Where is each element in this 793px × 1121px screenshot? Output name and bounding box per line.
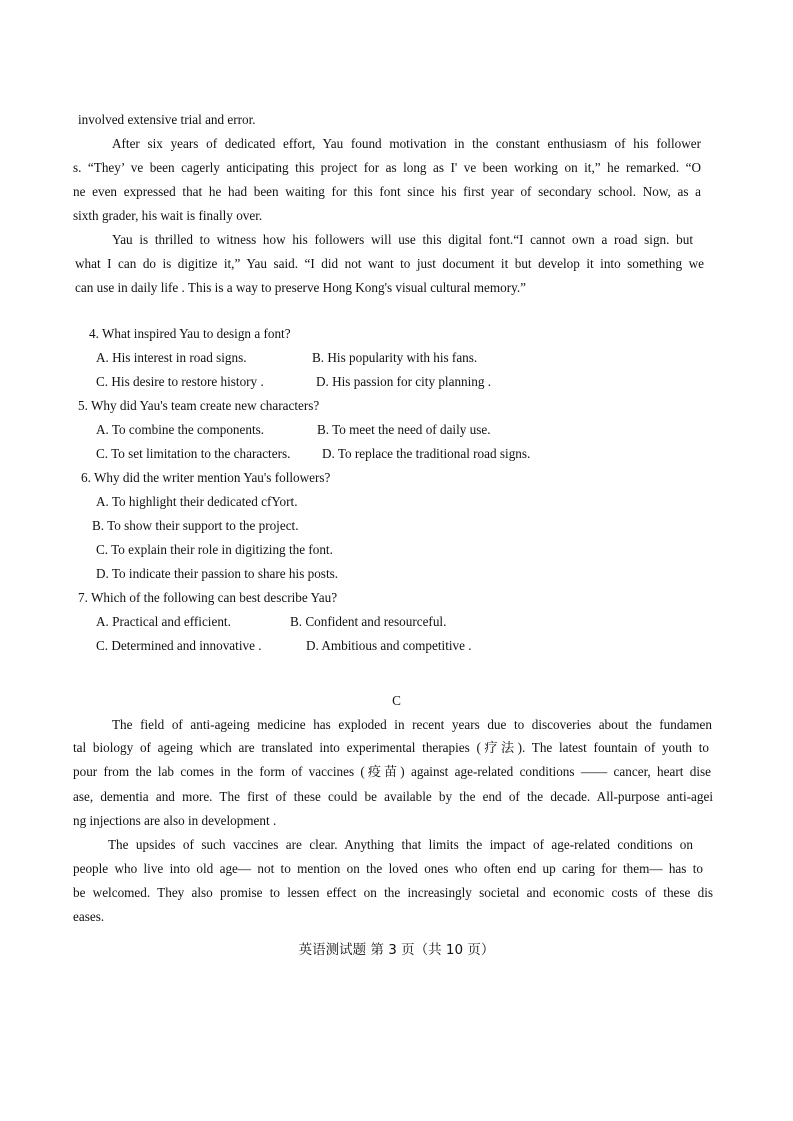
answer-option: A. His interest in road signs.	[96, 350, 247, 365]
passage-c-line: The field of anti-ageing medicine has exploded in recent years due to discoveries about the fundamen	[112, 717, 712, 732]
section-heading: C	[392, 693, 401, 708]
passage-c-line: tal biology of ageing which are translated into experimental therapies (疗法). The latest fountain of youth to	[73, 740, 709, 755]
answer-option: D. His passion for city planning .	[316, 374, 492, 389]
passage-c-line: ase, dementia and more. The first of these could be available by the end of the decade. All-purpose anti-agei	[73, 789, 713, 804]
answer-option: D. To replace the traditional road signs.	[322, 446, 531, 461]
passage-c-line: The upsides of such vaccines are clear. Anything that limits the impact of age-related conditions on	[108, 837, 693, 852]
answer-option: C. To set limitation to the characters.	[96, 446, 291, 461]
page-footer: 英语测试题 第 3 页（共 10 页）	[298, 942, 495, 958]
answer-option: C. To explain their role in digitizing the font.	[96, 542, 333, 557]
answer-option: A. Practical and efficient.	[96, 614, 231, 629]
passage-c-line: eases.	[73, 909, 105, 924]
question-stem: 6. Why did the writer mention Yau's followers?	[81, 470, 331, 485]
passage-c-line: be welcomed. They also promise to lessen effect on the increasingly societal and economic costs of these dis	[73, 885, 713, 900]
passage-c-line: people who live into old age— not to mention on the loved ones who often end up caring for them— has to	[73, 861, 703, 876]
passage-b-line: s. “They’ ve been cagerly anticipating this project for as long as I' ve been working on it,” he remarked. “O	[73, 160, 701, 175]
passage-b-line: what I can do is digitize it,” Yau said. “I did not want to just document it but develop it into something we	[75, 256, 704, 271]
passage-b-line: ne even expressed that he had been waiting for this font since his first year of secondary school. Now, as a	[73, 184, 701, 199]
passage-b-line: can use in daily life . This is a way to preserve Hong Kong's visual cultural memory.”	[75, 280, 527, 295]
answer-option: B. To meet the need of daily use.	[317, 422, 491, 437]
passage-b-line: sixth grader, his wait is finally over.	[73, 208, 263, 223]
passage-b-line: After six years of dedicated effort, Yau found motivation in the constant enthusiasm of his follower	[112, 136, 701, 151]
passage-b-line: involved extensive trial and error.	[78, 112, 256, 127]
passage-c-line: pour from the lab comes in the form of vaccines (疫苗) against age-related conditions —— cancer, heart dise	[73, 764, 711, 779]
passage-c-line: ng injections are also in development .	[73, 813, 277, 828]
answer-option: C. His desire to restore history .	[96, 374, 264, 389]
answer-option: C. Determined and innovative .	[96, 638, 262, 653]
passage-b-line: Yau is thrilled to witness how his followers will use this digital font.“I cannot own a road sign. but	[112, 232, 693, 247]
answer-option: D. To indicate their passion to share his posts.	[96, 566, 339, 581]
answer-option: D. Ambitious and competitive .	[306, 638, 472, 653]
answer-option: B. His popularity with his fans.	[312, 350, 478, 365]
question-stem: 5. Why did Yau's team create new characters?	[78, 398, 320, 413]
question-stem: 4. What inspired Yau to design a font?	[89, 326, 291, 341]
answer-option: B. To show their support to the project.	[92, 518, 299, 533]
answer-option: A. To combine the components.	[96, 422, 265, 437]
answer-option: A. To highlight their dedicated cfYort.	[96, 494, 298, 509]
answer-option: B. Confident and resourceful.	[290, 614, 447, 629]
question-stem: 7. Which of the following can best describe Yau?	[78, 590, 338, 605]
